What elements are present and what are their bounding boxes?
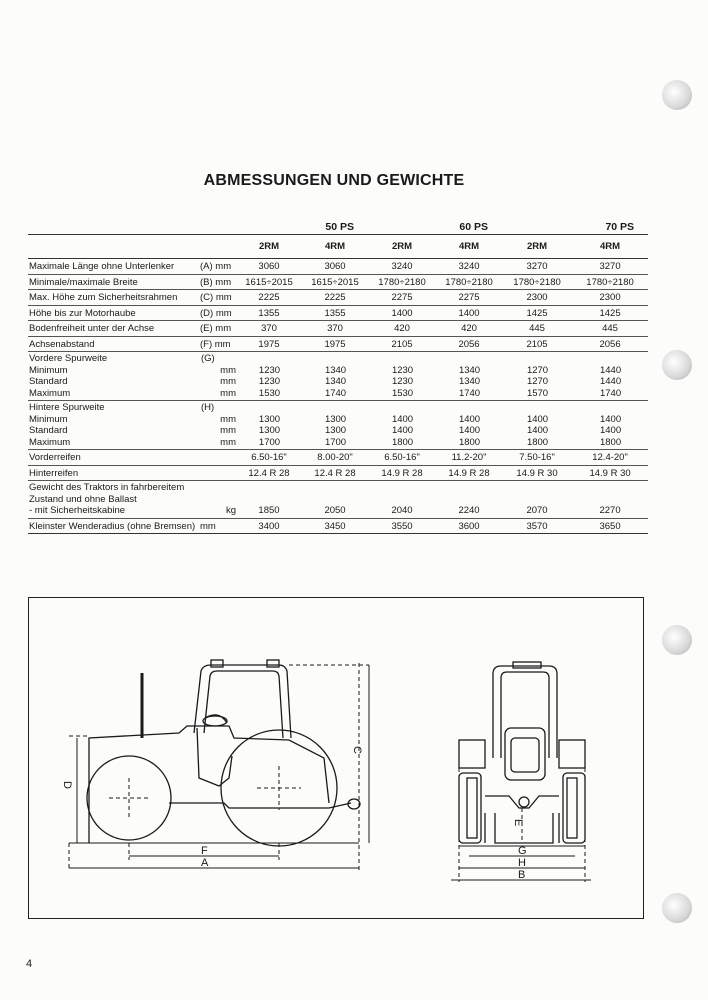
row-label-line: Minimum — [29, 413, 68, 425]
table-cell: 1780÷2180 — [436, 274, 502, 290]
cell-line: 1400 — [526, 413, 549, 425]
punch-hole-2 — [662, 350, 692, 380]
table-cell: 2050 — [302, 481, 368, 519]
cell-spacer — [502, 402, 572, 414]
table-cell — [236, 352, 302, 401]
row-unit-line: mm — [220, 436, 236, 448]
tractor-side-view — [69, 660, 369, 870]
row-label — [28, 352, 200, 401]
row-unit: (B) mm — [200, 274, 236, 290]
table-row — [28, 450, 648, 466]
row-label-line: Vorderreifen — [29, 452, 81, 463]
table-row — [28, 481, 648, 519]
punch-hole-1 — [662, 80, 692, 110]
dimension-label-c: C — [351, 746, 363, 754]
cell-line: 1340 — [324, 364, 347, 376]
cell-line: 1340 — [458, 364, 481, 376]
row-unit-line: kg — [225, 505, 236, 516]
row-label — [28, 336, 200, 352]
table-cell: 11.2-20" — [436, 450, 502, 466]
row-label-line: Gewicht des Traktors in fahrbereitem — [29, 482, 185, 493]
row-label — [28, 401, 200, 450]
cell-line: 1800 — [458, 436, 481, 448]
table-cell: 420 — [368, 321, 436, 337]
row-label-line: Max. Höhe zum Sicherheitsrahmen — [29, 292, 178, 303]
dimension-label-d: D — [61, 781, 73, 789]
cell-spacer — [572, 353, 648, 365]
table-cell: 2275 — [436, 290, 502, 306]
row-label — [28, 259, 200, 275]
table-cell — [572, 401, 648, 450]
table-cell — [502, 352, 572, 401]
table-cell: 14.9 R 30 — [572, 465, 648, 481]
row-unit — [200, 481, 236, 519]
table-cell: 2275 — [368, 290, 436, 306]
table-cell: 3650 — [572, 518, 648, 534]
cell-spacer — [572, 402, 648, 414]
cell-line: 1300 — [258, 425, 281, 436]
cell-spacer — [236, 353, 302, 365]
row-label-line: Zustand und ohne Ballast — [29, 493, 137, 505]
table-cell: 445 — [502, 321, 572, 337]
row-unit — [200, 465, 236, 481]
cell-spacer — [236, 402, 302, 414]
table-cell: 3270 — [572, 259, 648, 275]
table-cell: 3550 — [368, 518, 436, 534]
cell-line: 1740 — [458, 387, 481, 399]
cell-spacer — [302, 353, 368, 365]
cell-line: 1270 — [526, 376, 549, 387]
cell-line: 1800 — [391, 436, 414, 448]
table-cell: 2300 — [502, 290, 572, 306]
row-label-line: Hintere Spurweite — [29, 402, 105, 413]
row-unit-line: mm — [220, 413, 236, 425]
row-unit: (D) mm — [200, 305, 236, 321]
table-cell: 370 — [302, 321, 368, 337]
dimension-label-f: F — [201, 845, 208, 857]
cell-line: 1740 — [599, 387, 622, 399]
cell-line: 1300 — [324, 413, 347, 425]
table-cell: 1355 — [236, 305, 302, 321]
row-label-line: - mit Sicherheitskabine — [29, 505, 126, 516]
row-label-line: Höhe bis zur Motorhaube — [29, 307, 136, 319]
row-unit-line — [200, 482, 236, 494]
subheader: 2RM — [502, 234, 572, 259]
table-cell — [368, 352, 436, 401]
row-unit: mm — [200, 518, 236, 534]
table-cell: 3060 — [236, 259, 302, 275]
page-title: ABMESSUNGEN UND GEWICHTE — [203, 172, 465, 189]
cell-line: 1300 — [324, 425, 347, 436]
table-row — [28, 352, 648, 401]
row-unit-line: mm — [220, 364, 236, 376]
row-label-line: Minimum — [29, 364, 68, 376]
table-row — [28, 274, 648, 290]
row-unit-line: (H) — [201, 402, 215, 413]
cell-line: 1400 — [391, 413, 414, 425]
cell-line: 1400 — [599, 425, 622, 436]
row-label-line: Standard — [29, 425, 68, 436]
cell-line: 1340 — [458, 376, 481, 387]
cell-line: 1340 — [324, 376, 347, 387]
table-cell: 2270 — [572, 481, 648, 519]
table-cell: 8.00-20" — [302, 450, 368, 466]
table-cell: 3400 — [236, 518, 302, 534]
table-cell: 3450 — [302, 518, 368, 534]
table-cell — [572, 352, 648, 401]
row-unit-line: mm — [220, 425, 236, 436]
group-header-50ps: 50 PS — [325, 221, 355, 233]
table-cell: 420 — [436, 321, 502, 337]
table-row — [28, 401, 648, 450]
cell-spacer — [436, 353, 502, 365]
table-cell: 12.4-20" — [572, 450, 648, 466]
table-cell — [436, 352, 502, 401]
tractor-diagram — [29, 598, 643, 918]
row-label-line: Maximale Länge ohne Unterlenker — [29, 261, 175, 272]
table-cell: 6.50-16" — [368, 450, 436, 466]
table-cell — [368, 401, 436, 450]
subheader: 4RM — [572, 234, 648, 259]
table-cell: 370 — [236, 321, 302, 337]
punch-hole-4 — [662, 893, 692, 923]
cell-spacer — [302, 402, 368, 414]
table-cell: 1425 — [502, 305, 572, 321]
row-unit: (E) mm — [200, 321, 236, 337]
table-cell: 1780÷2180 — [572, 274, 648, 290]
cell-line: 1740 — [324, 387, 347, 399]
row-label-line: Achsenabstand — [29, 338, 95, 350]
row-label — [28, 465, 200, 481]
cell-spacer — [368, 402, 436, 414]
cell-line: 1230 — [258, 376, 281, 387]
row-unit-line: mm — [220, 376, 236, 387]
cell-line: 1400 — [458, 413, 481, 425]
row-label-line: Standard — [29, 376, 68, 387]
dimension-label-a: A — [201, 857, 209, 869]
table-row — [28, 305, 648, 321]
page-number: 4 — [26, 958, 33, 970]
row-unit — [200, 450, 236, 466]
table-cell: 14.9 R 30 — [502, 465, 572, 481]
table-cell: 12.4 R 28 — [236, 465, 302, 481]
table-cell: 1615÷2015 — [236, 274, 302, 290]
table-cell: 2105 — [368, 336, 436, 352]
cell-line: 1400 — [599, 413, 622, 425]
table-row — [28, 321, 648, 337]
table-cell: 1400 — [368, 305, 436, 321]
table-row — [28, 465, 648, 481]
row-unit-line — [200, 494, 236, 506]
table-cell: 6.50-16" — [236, 450, 302, 466]
row-label-line: Vordere Spurweite — [29, 353, 108, 364]
row-unit — [200, 401, 236, 450]
table-row — [28, 290, 648, 306]
row-label — [28, 274, 200, 290]
cell-line: 1700 — [324, 436, 347, 448]
table-cell: 2225 — [236, 290, 302, 306]
cell-line: 1700 — [258, 436, 281, 448]
table-cell — [302, 401, 368, 450]
table-cell: 3270 — [502, 259, 572, 275]
cell-line: 1530 — [391, 387, 414, 399]
row-unit — [200, 352, 236, 401]
table-cell — [302, 352, 368, 401]
table-cell: 2070 — [502, 481, 572, 519]
table-cell: 1850 — [236, 481, 302, 519]
cell-line: 1230 — [391, 364, 414, 376]
table-cell: 14.9 R 28 — [368, 465, 436, 481]
row-label — [28, 290, 200, 306]
row-label — [28, 305, 200, 321]
table-cell: 3060 — [302, 259, 368, 275]
table-cell: 2225 — [302, 290, 368, 306]
table-row — [28, 518, 648, 534]
table-cell: 1615÷2015 — [302, 274, 368, 290]
group-header-60ps: 60 PS — [459, 221, 489, 233]
row-label — [28, 481, 200, 519]
cell-line: 1570 — [526, 387, 549, 399]
table-cell: 1400 — [436, 305, 502, 321]
dimension-label-g: G — [518, 845, 527, 857]
cell-line: 1300 — [258, 413, 281, 425]
table-cell: 1975 — [236, 336, 302, 352]
table-cell: 1355 — [302, 305, 368, 321]
group-header-70ps: 70 PS — [605, 221, 635, 233]
table-cell: 14.9 R 28 — [436, 465, 502, 481]
cell-line: 1440 — [599, 364, 622, 376]
row-label-line: Maximum — [29, 436, 71, 448]
cell-line: 1230 — [258, 364, 281, 376]
cell-line: 1400 — [391, 425, 414, 436]
cell-spacer — [502, 353, 572, 365]
subheader: 2RM — [368, 234, 436, 259]
table-cell: 445 — [572, 321, 648, 337]
table-cell: 3570 — [502, 518, 572, 534]
table-cell — [236, 401, 302, 450]
table-cell: 3240 — [368, 259, 436, 275]
cell-line: 1230 — [391, 376, 414, 387]
row-label-line: Hinterreifen — [29, 467, 79, 479]
table-cell: 12.4 R 28 — [302, 465, 368, 481]
table-cell: 3600 — [436, 518, 502, 534]
table-cell: 2105 — [502, 336, 572, 352]
table-cell: 1780÷2180 — [368, 274, 436, 290]
table-cell: 7.50-16" — [502, 450, 572, 466]
subheader: 4RM — [436, 234, 502, 259]
dimension-label-e: E — [512, 819, 524, 827]
table-cell: 2240 — [436, 481, 502, 519]
table-cell: 3240 — [436, 259, 502, 275]
row-label — [28, 518, 200, 534]
table-cell: 1975 — [302, 336, 368, 352]
table-row — [28, 259, 648, 275]
table-cell — [502, 401, 572, 450]
row-label — [28, 450, 200, 466]
cell-line: 1800 — [599, 436, 622, 448]
cell-line: 1530 — [258, 387, 281, 399]
cell-spacer — [368, 353, 436, 365]
cell-line: 1270 — [526, 364, 549, 376]
row-label-line: Bodenfreiheit unter der Achse — [29, 323, 155, 334]
table-cell: 1425 — [572, 305, 648, 321]
tractor-diagram-frame — [28, 597, 644, 919]
table-cell: 2056 — [436, 336, 502, 352]
row-label-line: Minimale/maximale Breite — [29, 276, 138, 288]
table-cell — [436, 401, 502, 450]
dimension-label-h: H — [518, 857, 526, 869]
subheader: 4RM — [302, 234, 368, 259]
table-cell: 1780÷2180 — [502, 274, 572, 290]
row-label — [28, 321, 200, 337]
row-label-line: Kleinster Wenderadius (ohne Bremsen) — [29, 520, 196, 532]
table-cell: 2056 — [572, 336, 648, 352]
row-label-line: Maximum — [29, 387, 71, 399]
table-row — [28, 336, 648, 352]
row-unit: (F) mm — [200, 336, 236, 352]
cell-spacer — [436, 402, 502, 414]
table-cell: 2040 — [368, 481, 436, 519]
row-unit-line: (G) — [201, 353, 215, 364]
cell-line: 1400 — [526, 425, 549, 436]
table-cell: 2300 — [572, 290, 648, 306]
dimensions-table — [28, 222, 648, 534]
cell-line: 1440 — [599, 376, 622, 387]
row-unit-line: mm — [220, 387, 236, 399]
cell-line: 1400 — [458, 425, 481, 436]
punch-hole-3 — [662, 625, 692, 655]
subheader: 2RM — [236, 234, 302, 259]
cell-line: 1800 — [526, 436, 549, 448]
dimension-label-b: B — [518, 869, 526, 881]
row-unit: (A) mm — [200, 259, 236, 275]
row-unit: (C) mm — [200, 290, 236, 306]
